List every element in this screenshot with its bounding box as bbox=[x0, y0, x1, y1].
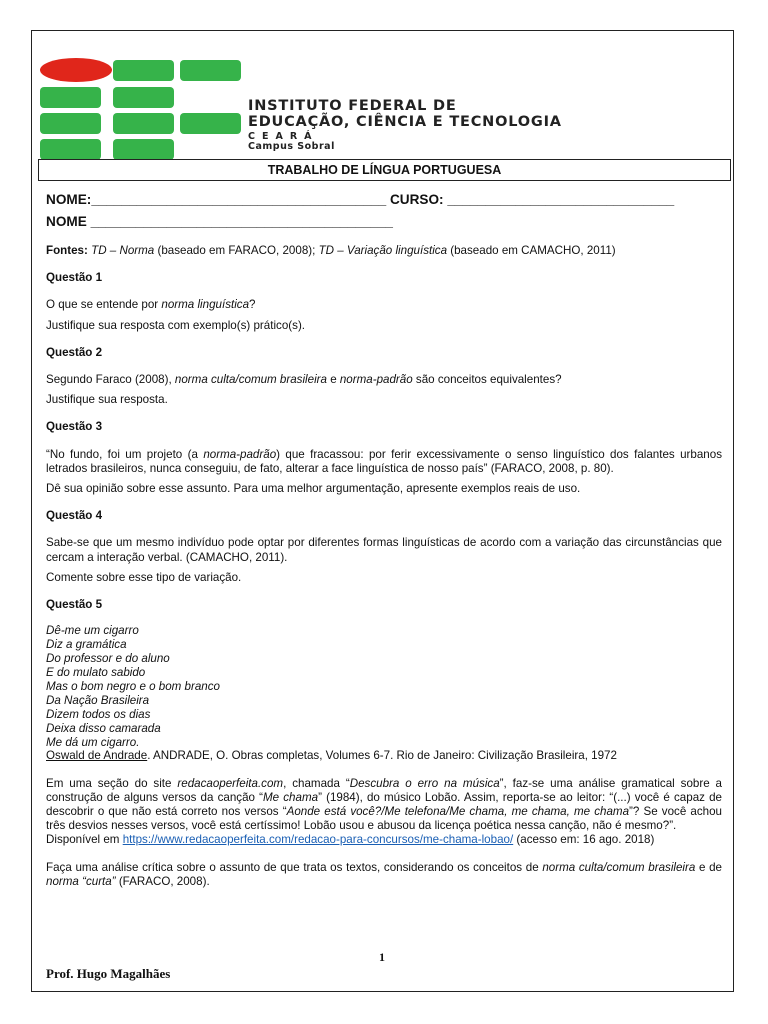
poem-line: Do professor e do aluno bbox=[46, 652, 170, 666]
sources bbox=[46, 244, 722, 258]
curso-label: CURSO: bbox=[389, 192, 444, 207]
curso-input-line: ______________________________ bbox=[447, 192, 675, 207]
poem-line: Mas o bom negro e o bom branco bbox=[46, 679, 221, 693]
question-4-heading: Questão 4 bbox=[46, 509, 103, 523]
q5-final-term1: norma culta/comum brasileira bbox=[542, 860, 696, 874]
question-5-text bbox=[46, 777, 722, 834]
q1-term: norma linguística bbox=[161, 298, 250, 312]
poem-source: . ANDRADE, O. Obras completas, Volumes 6-7. Rio de Janeiro: Civilização Brasileira, 1972 bbox=[147, 749, 617, 763]
q5-access: (acesso em: 16 ago. 2018) bbox=[513, 833, 655, 847]
document-body bbox=[46, 189, 722, 889]
q3-quote-a: “No fundo, foi um projeto (a bbox=[46, 447, 204, 461]
q5-text-c: ”, faz-se uma análise gramatical sobre a construção de alguns versos da canção “ bbox=[46, 776, 723, 804]
institution-name bbox=[248, 98, 562, 152]
q5-available-label: Disponível em bbox=[46, 833, 123, 847]
logo-square bbox=[180, 113, 241, 134]
source-td2: TD – Variação linguística bbox=[318, 244, 448, 257]
q1-text-a: O que se entende por bbox=[46, 298, 162, 312]
logo-red-circle bbox=[40, 58, 112, 82]
q5-section: Descubra o erro na música bbox=[349, 776, 500, 790]
page-number: 1 bbox=[379, 950, 385, 964]
source-ref1: (baseado em FARACO, 2008); bbox=[154, 244, 319, 257]
footer-author: Prof. Hugo Magalhães bbox=[46, 966, 171, 981]
q2-text-c: e bbox=[326, 373, 340, 387]
q3-citation: (FARACO, 2008, p. 80). bbox=[487, 461, 614, 475]
q5-text-a: Em uma seção do site bbox=[46, 776, 178, 790]
question-4-instruction: Comente sobre esse tipo de variação. bbox=[46, 570, 242, 584]
name-course-line bbox=[46, 189, 722, 211]
q5-text-f: ”? Se você achou três desvios nesses versos, você está certíssimo! Lobão usou e abusou da licença poética nessa canção, não é mesmo?”. bbox=[46, 805, 723, 833]
q5-available bbox=[46, 833, 722, 847]
nome2-input-line: ________________________________________ bbox=[90, 214, 393, 229]
question-3-heading: Questão 3 bbox=[46, 420, 103, 434]
q5-url-link[interactable]: https://www.redacaoperfeita.com/redacao-para-concursos/me-chama-lobao/ bbox=[122, 833, 514, 847]
institution-line2: EDUCAÇÃO, CIÊNCIA E TECNOLOGIA bbox=[248, 114, 562, 130]
logo-square bbox=[180, 60, 241, 81]
source-td1: TD – Norma bbox=[91, 244, 155, 257]
poem-line: Dizem todos os dias bbox=[46, 707, 151, 721]
q5-site: redacaoperfeita.com bbox=[177, 776, 284, 790]
q5-text-d: ” (1984), do músico Lobão. bbox=[318, 790, 464, 804]
sources-label: Fontes: bbox=[46, 244, 88, 257]
q5-song: Me chama bbox=[263, 790, 319, 804]
question-1-heading: Questão 1 bbox=[46, 271, 103, 285]
q2-term2: norma-padrão bbox=[339, 373, 413, 387]
question-4-text: Sabe-se que um mesmo indivíduo pode optar por diferentes formas linguísticas de acordo com a variação das circunstâncias que cercam a interação verbal. (CAMACHO, 2011). bbox=[46, 536, 722, 564]
q2-term1: norma culta/comum brasileira bbox=[174, 373, 327, 387]
poem-line: Deixa disso camarada bbox=[46, 721, 161, 735]
nome-label: NOME: bbox=[46, 192, 92, 207]
question-2-heading: Questão 2 bbox=[46, 345, 103, 359]
logo-square bbox=[113, 113, 174, 134]
question-5-instruction bbox=[46, 861, 722, 889]
second-name-line bbox=[46, 211, 722, 233]
nome-input-line: _______________________________________ bbox=[91, 192, 387, 207]
question-5-heading: Questão 5 bbox=[46, 598, 103, 612]
q3-term: norma-padrão bbox=[203, 447, 277, 461]
q5-verse: Aonde está você?/Me telefona/Me chama, me chama, me chama bbox=[286, 805, 630, 819]
poem-line: Diz a gramática bbox=[46, 638, 127, 652]
poem-reference bbox=[46, 749, 722, 763]
question-2-text bbox=[46, 373, 722, 387]
question-2-instruction: Justifique sua resposta. bbox=[46, 393, 168, 407]
question-1-text bbox=[46, 298, 722, 312]
institution-line1: INSTITUTO FEDERAL DE bbox=[248, 98, 457, 114]
source-ref2: (baseado em CAMACHO, 2011) bbox=[447, 244, 616, 257]
q5-final-term2: norma “curta” bbox=[46, 874, 116, 888]
nome2-label: NOME bbox=[46, 214, 87, 229]
q5-final-a: Faça uma análise crítica sobre o assunto de que trata os textos, considerando os conceitos de bbox=[46, 860, 543, 874]
q1-text-c: ? bbox=[249, 298, 256, 312]
q5-final-e: (FARACO, 2008). bbox=[115, 874, 210, 888]
q5-text-e: Assim, reporta-se ao leitor: “(...) você é capaz de descobrir o que não está correto nos versos “ bbox=[46, 790, 723, 819]
institution-state: CEARÁ bbox=[248, 131, 319, 142]
logo-square bbox=[113, 87, 174, 108]
q5-text-b: , chamada “ bbox=[283, 776, 350, 790]
q5-final-c: e de bbox=[695, 860, 722, 874]
logo-square bbox=[40, 87, 101, 108]
q3-quote-c: ) que fracassou: por ferir excessivamente o senso linguístico dos falantes urbanos letrados brasileiros, nunca conseguiu, de fato, alterar a face linguística de nosso país” bbox=[46, 447, 722, 475]
poem-line: Dê-me um cigarro bbox=[46, 624, 139, 638]
logo-square bbox=[40, 139, 101, 160]
document-title: TRABALHO DE LÍNGUA PORTUGUESA bbox=[38, 159, 731, 181]
question-3-quote bbox=[46, 448, 722, 476]
logo-square bbox=[40, 113, 101, 134]
question-1-instruction: Justifique sua resposta com exemplo(s) prático(s). bbox=[46, 318, 306, 332]
poem-line: E do mulato sabido bbox=[46, 665, 146, 679]
logo-square bbox=[113, 60, 174, 81]
logo-square bbox=[113, 139, 174, 160]
poem-author-link[interactable]: Oswald de Andrade bbox=[46, 749, 148, 763]
poem-line: Da Nação Brasileira bbox=[46, 693, 150, 707]
q2-text-e: são conceitos equivalentes? bbox=[412, 373, 562, 387]
poem-line: Me dá um cigarro. bbox=[46, 735, 140, 749]
q2-text-a: Segundo Faraco (2008), bbox=[46, 373, 175, 387]
question-3-instruction: Dê sua opinião sobre esse assunto. Para uma melhor argumentação, apresente exemplos reais de uso. bbox=[46, 482, 581, 496]
institution-campus: Campus Sobral bbox=[248, 141, 335, 152]
poem bbox=[46, 624, 722, 749]
if-logo bbox=[40, 58, 245, 160]
